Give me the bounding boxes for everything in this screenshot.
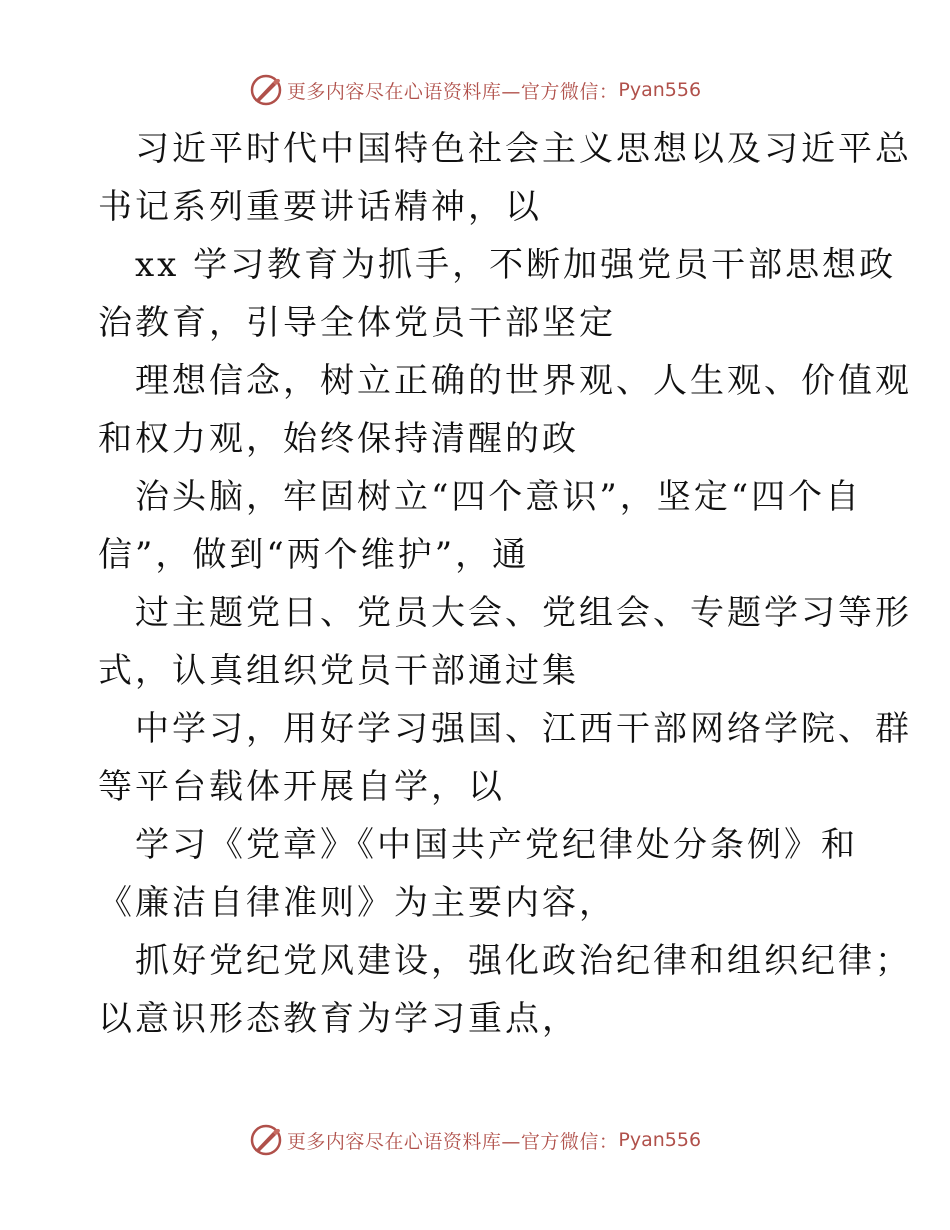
text-line: 和权力观，始终保持清醒的政 bbox=[98, 419, 579, 459]
text-line: 治头脑，牢固树立“四个意识”，坚定“四个自 bbox=[135, 477, 863, 517]
text-line: 中学习，用好学习强国、江西干部网络学院、群 bbox=[135, 709, 912, 749]
text-line: 《廉洁自律准则》为主要内容， bbox=[98, 883, 616, 923]
watermark-contact: Pyan556 bbox=[618, 1129, 702, 1151]
text-line: 过主题党日、党员大会、党组会、专题学习等形 bbox=[135, 593, 912, 633]
watermark-contact: Pyan556 bbox=[618, 79, 702, 101]
text-line: 信”，做到“两个维护”，通 bbox=[98, 535, 530, 575]
text-line: 治教育，引导全体党员干部坚定 bbox=[98, 303, 616, 343]
text-line: 式，认真组织党员干部通过集 bbox=[98, 651, 579, 691]
text-line: 学习《党章》《中国共产党纪律处分条例》和 bbox=[135, 825, 858, 865]
text-line: 抓好党纪党风建设，强化政治纪律和组织纪律； bbox=[135, 941, 912, 981]
text-line: 等平台载体开展自学，以 bbox=[98, 767, 505, 807]
watermark-brand-text: 更多内容尽在心语资料库—官方微信： bbox=[286, 80, 619, 103]
header-watermark bbox=[0, 70, 950, 110]
text-line: xx 学习教育为抓手，不断加强党员干部思想政 bbox=[135, 245, 897, 285]
text-line: 习近平时代中国特色社会主义思想以及习近平总 bbox=[135, 129, 912, 169]
footer-watermark bbox=[0, 1120, 950, 1160]
text-line: 理想信念，树立正确的世界观、人生观、价值观 bbox=[135, 361, 912, 401]
quill-circle-icon bbox=[249, 73, 283, 107]
text-line: 以意识形态教育为学习重点， bbox=[98, 999, 579, 1039]
document-body bbox=[98, 120, 912, 1048]
quill-circle-icon bbox=[249, 1123, 283, 1157]
text-line: 书记系列重要讲话精神，以 bbox=[98, 187, 542, 227]
watermark-brand-text: 更多内容尽在心语资料库—官方微信： bbox=[286, 1130, 619, 1153]
